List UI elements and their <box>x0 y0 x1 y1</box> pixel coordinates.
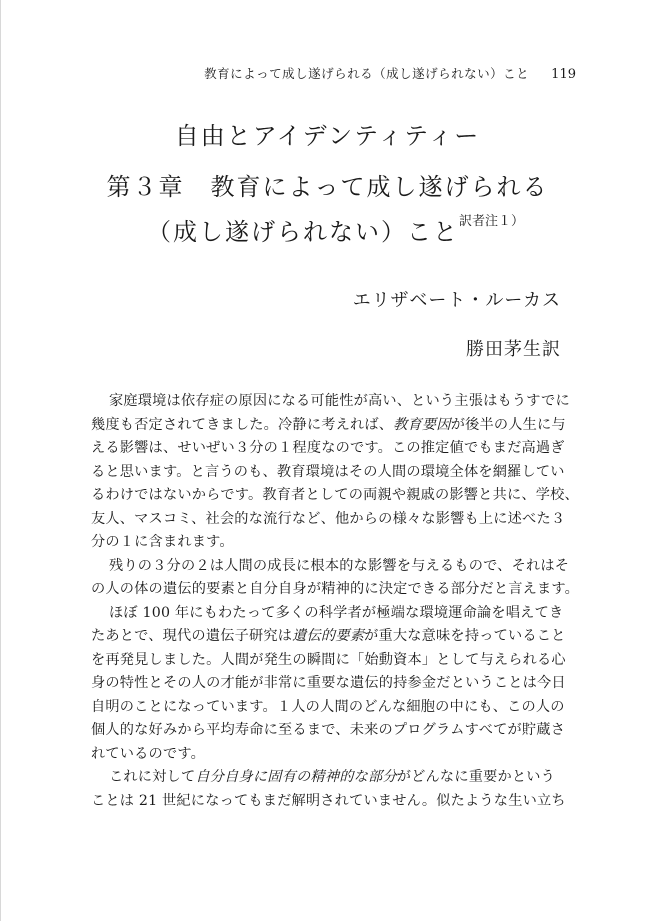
body-line-text: の人の体の遺伝的要素と自分自身が精神的に決定できる部分だと言えます。 <box>91 581 580 597</box>
body-line <box>91 555 570 579</box>
body-line-text: 家庭環境は依存症の原因になる可能性が高い、という主張はもうすでに <box>109 393 570 409</box>
running-header <box>1 64 576 82</box>
page-number: 119 <box>551 67 576 82</box>
body-line <box>91 625 567 649</box>
body-line-text: ると思います。と言うのも、教育環境はその人間の環境全体を網羅してい <box>91 463 565 480</box>
body-line-text: 友人、マスコミ、社会的な流行など、他からの様々な影響も上に述べた３ <box>91 510 566 527</box>
body-line-text: 個人的な好みから平均寿命に至るまで、未来のプログラムすべてが貯蔵さ <box>91 722 566 738</box>
body-line-text: 自明のことになっています。１人の人間のどんな細胞の中にも、この人の <box>91 698 565 715</box>
body-line-text: える影響は、せいぜい３分の１程度なのです。この推定値でもまだ高過ぎ <box>91 440 565 456</box>
emphasis-text: 遺伝的要素 <box>292 628 365 644</box>
body-line-text: 分の１に含まれます。 <box>91 534 234 550</box>
body-line <box>91 578 580 602</box>
body-line-text: これに対して <box>109 769 196 785</box>
body-line-text: たあとで、現代の遺伝子研究は <box>91 628 293 644</box>
title-line-2: 第３章 教育によって成し遂げられる <box>106 173 549 201</box>
emphasis-text: 教育要因 <box>393 416 451 433</box>
body-line <box>91 790 567 814</box>
body-line <box>91 766 567 790</box>
body-line-text: を再発見しました。人間が発生の瞬間に「始動資本」として与えられる心 <box>91 651 566 668</box>
body-line-text: ほぼ 100 年にもわたって多くの科学者が極端な環境運命論を唱えてき <box>109 604 564 621</box>
body-line <box>91 461 567 485</box>
title-line-3-text: （成し遂げられない）こと <box>146 218 459 246</box>
emphasis-text: 自分自身に固有の精神的な部分 <box>195 769 397 785</box>
body-line <box>91 508 567 532</box>
body-line-text: が後半の人生に与 <box>450 416 566 433</box>
body-line-text: が重大な意味を持っていること <box>364 628 566 644</box>
body-line-text: 身の特性とその人の才能が非常に重要な遺伝的持参金だということは今日 <box>91 675 566 691</box>
body-line-text: れているのです。 <box>91 745 205 762</box>
body-line <box>91 602 567 626</box>
author-name: エリザベート・ルーカス <box>352 290 561 311</box>
body-line <box>91 672 567 696</box>
body-line <box>91 649 567 673</box>
body-text <box>91 390 580 813</box>
body-line <box>91 390 570 414</box>
translator-note-marker: 訳者注１） <box>458 214 524 229</box>
body-line-text: ことは 21 世紀になってもまだ解明されていません。似たような生い立ち <box>91 792 566 809</box>
translator-name: 勝田茅生訳 <box>466 339 561 360</box>
title-line-1: 自由とアイデンティティー <box>174 122 481 150</box>
running-title: 教育によって成し遂げられる（成し遂げられない）こと <box>204 66 530 81</box>
body-line <box>91 696 567 720</box>
body-line <box>91 719 567 743</box>
body-line-text: るわけではないからです。教育者としての両親や親戚の影響と共に、学校、 <box>91 487 579 503</box>
body-line <box>91 484 579 508</box>
body-line-text: がどんなに重要かという <box>396 769 556 785</box>
body-line <box>91 437 567 461</box>
body-line <box>91 743 567 767</box>
body-line-text: 残りの３分の２は人間の成長に根本的な影響を与えるもので、それはそ <box>109 557 570 574</box>
body-line-text: 幾度も否定されてきました。冷静に考えれば、 <box>91 416 394 433</box>
body-line <box>91 531 567 555</box>
body-line <box>91 414 567 438</box>
title-line-3 <box>11 212 649 247</box>
